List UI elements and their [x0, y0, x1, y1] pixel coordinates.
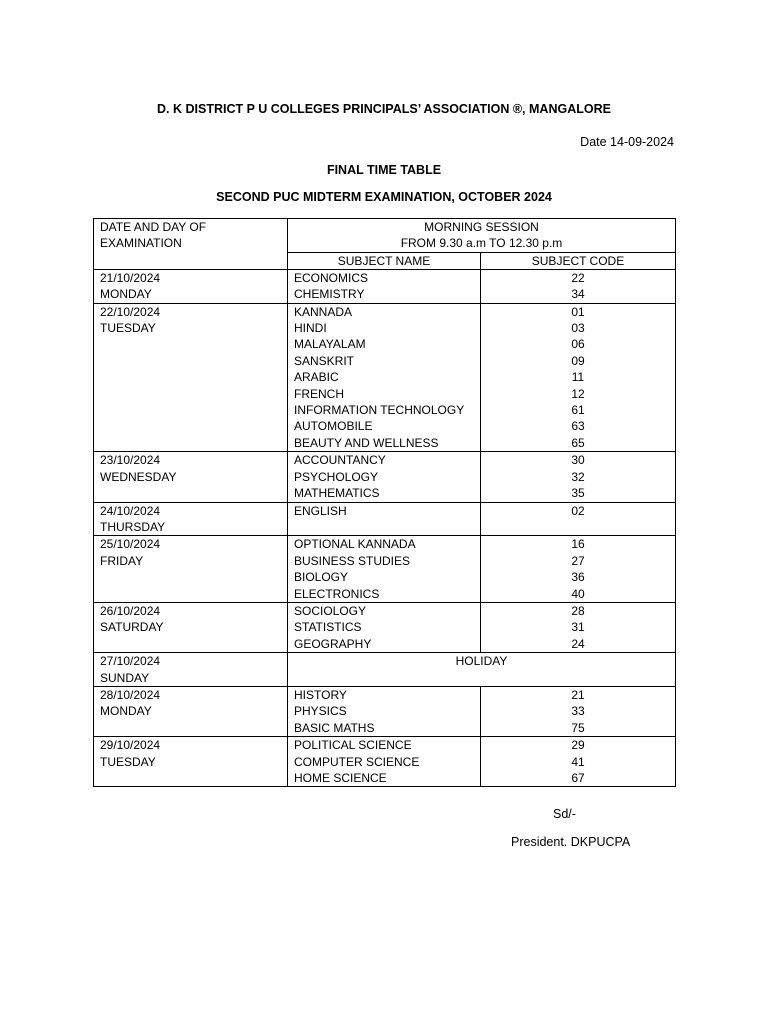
exam-date: 21/10/2024 [100, 270, 161, 285]
exam-date-cell [94, 303, 288, 452]
subject-names-cell [288, 452, 481, 502]
subject-code: 35 [571, 486, 585, 501]
subject-name: SOCIOLOGY [294, 603, 367, 618]
subject-name: HOME SCIENCE [294, 771, 387, 785]
table-row [94, 269, 676, 303]
table-row [94, 536, 676, 603]
subject-code: 36 [571, 570, 585, 585]
subject-name: AUTOMOBILE [294, 419, 373, 434]
exam-day: TUESDAY [100, 754, 156, 769]
subject-name: BASIC MATHS [294, 720, 375, 735]
table-row [94, 303, 676, 452]
subject-code: 16 [571, 537, 585, 552]
exam-day: SATURDAY [100, 620, 164, 635]
subject-name: INFORMATION TECHNOLOGY [294, 403, 465, 418]
exam-date: 29/10/2024 [100, 738, 161, 753]
document-title: FINAL TIME TABLE [326, 163, 442, 177]
subject-code: 02 [571, 503, 585, 518]
subject-name: CHEMISTRY [294, 287, 365, 302]
subject-name: KANNADA [294, 304, 353, 319]
exam-day: FRIDAY [100, 553, 144, 568]
subject-code: 06 [571, 337, 585, 352]
subject-code: 30 [571, 453, 585, 468]
subject-name: PSYCHOLOGY [294, 469, 379, 484]
subject-code-header: SUBJECT CODE [481, 252, 676, 269]
subject-name: HISTORY [294, 687, 347, 702]
table-row [94, 602, 676, 652]
exam-date-cell [94, 686, 288, 736]
subject-code: 09 [571, 353, 585, 368]
organization-title: D. K DISTRICT P U COLLEGES PRINCIPALS’ ASSOCIATION ®, MANGALORE [157, 102, 611, 116]
subject-code: 40 [571, 586, 585, 601]
exam-day: WEDNESDAY [100, 469, 177, 484]
subject-names-cell [288, 269, 481, 303]
session-name: MORNING SESSION [424, 220, 539, 234]
table-row [94, 737, 676, 787]
subject-code: 34 [571, 287, 585, 302]
subject-code: 11 [571, 370, 585, 385]
subject-name: PHYSICS [294, 704, 347, 719]
subject-codes-cell [481, 502, 676, 536]
subject-name: HINDI [294, 321, 327, 336]
subject-code: 03 [571, 321, 585, 336]
header-line: DATE AND DAY OF [100, 220, 207, 234]
subject-code: 65 [571, 435, 585, 450]
subject-code: 21 [571, 687, 585, 702]
subject-codes-cell [481, 737, 676, 787]
exam-day: SUNDAY [100, 670, 150, 685]
subject-code: 12 [571, 386, 585, 401]
subject-names-cell [288, 536, 481, 603]
subject-code: 31 [571, 620, 585, 635]
subject-name: MATHEMATICS [294, 486, 380, 501]
subject-names-cell [288, 602, 481, 652]
subject-name: BIOLOGY [294, 570, 349, 585]
session-header [288, 219, 676, 253]
subject-name: COMPUTER SCIENCE [294, 754, 420, 769]
exam-date-cell [94, 536, 288, 603]
subject-code: 33 [571, 704, 585, 719]
exam-day: TUESDAY [100, 321, 156, 336]
subject-code: 41 [571, 754, 585, 769]
subject-names-cell [288, 303, 481, 452]
signature-president: President. DKPUCPA [511, 835, 631, 849]
subject-name: FRENCH [294, 386, 344, 401]
exam-date: 24/10/2024 [100, 503, 161, 518]
subject-name: SANSKRIT [294, 353, 355, 368]
exam-day: MONDAY [100, 287, 152, 302]
subject-code: 67 [571, 771, 585, 785]
holiday-cell [288, 653, 676, 687]
subject-name: MALAYALAM [294, 337, 366, 352]
exam-day: THURSDAY [100, 519, 166, 534]
signature-sd: Sd/- [553, 807, 576, 821]
exam-date: 27/10/2024 [100, 654, 161, 669]
table-header-row [94, 219, 676, 253]
document-date: Date 14-09-2024 [580, 135, 674, 149]
table-row [94, 653, 676, 687]
table-row [94, 452, 676, 502]
exam-date-cell [94, 269, 288, 303]
exam-date: 23/10/2024 [100, 453, 161, 468]
table-row [94, 686, 676, 736]
subject-name: ACCOUNTANCY [294, 453, 386, 468]
exam-date-cell [94, 452, 288, 502]
table-row [94, 502, 676, 536]
subject-codes-cell [481, 452, 676, 502]
subject-codes-cell [481, 303, 676, 452]
subject-code: 22 [571, 270, 585, 285]
exam-date-cell [94, 737, 288, 787]
exam-date-cell [94, 602, 288, 652]
subject-code: 29 [571, 738, 585, 753]
exam-date-cell [94, 502, 288, 536]
subject-code: 01 [571, 304, 585, 319]
subject-name: BEAUTY AND WELLNESS [294, 435, 439, 450]
subject-name: ARABIC [294, 370, 339, 385]
subject-name: ENGLISH [294, 503, 347, 518]
subject-name: ELECTRONICS [294, 586, 380, 601]
subject-name: STATISTICS [294, 620, 362, 635]
subject-codes-cell [481, 269, 676, 303]
subject-code: 63 [571, 419, 585, 434]
session-time: FROM 9.30 a.m TO 12.30 p.m [400, 236, 563, 251]
subject-name: GEOGRAPHY [294, 636, 372, 651]
subject-names-cell [288, 502, 481, 536]
subject-name: POLITICAL SCIENCE [294, 738, 412, 753]
date-day-header [94, 219, 288, 270]
exam-date: 28/10/2024 [100, 687, 161, 702]
subject-code: 28 [571, 603, 585, 618]
exam-date: 26/10/2024 [100, 603, 161, 618]
subject-name: OPTIONAL KANNADA [294, 537, 416, 552]
subject-name: BUSINESS STUDIES [294, 553, 411, 568]
holiday-label: HOLIDAY [455, 654, 508, 669]
exam-date-cell [94, 653, 288, 687]
subject-code: 27 [571, 553, 585, 568]
exam-date: 25/10/2024 [100, 537, 161, 552]
subject-name-header: SUBJECT NAME [288, 252, 481, 269]
subject-code: 32 [571, 469, 585, 484]
subject-code: 75 [571, 720, 585, 735]
exam-day: MONDAY [100, 704, 152, 719]
header-line: EXAMINATION [100, 236, 182, 251]
subject-names-cell [288, 737, 481, 787]
subject-code: 61 [571, 403, 585, 418]
exam-date: 22/10/2024 [100, 304, 161, 319]
timetable [93, 218, 676, 787]
subject-name: ECONOMICS [294, 270, 369, 285]
subject-names-cell [288, 686, 481, 736]
subject-codes-cell [481, 536, 676, 603]
exam-title: SECOND PUC MIDTERM EXAMINATION, OCTOBER 2024 [216, 190, 552, 204]
subject-codes-cell [481, 686, 676, 736]
subject-codes-cell [481, 602, 676, 652]
subject-code: 24 [571, 636, 585, 651]
